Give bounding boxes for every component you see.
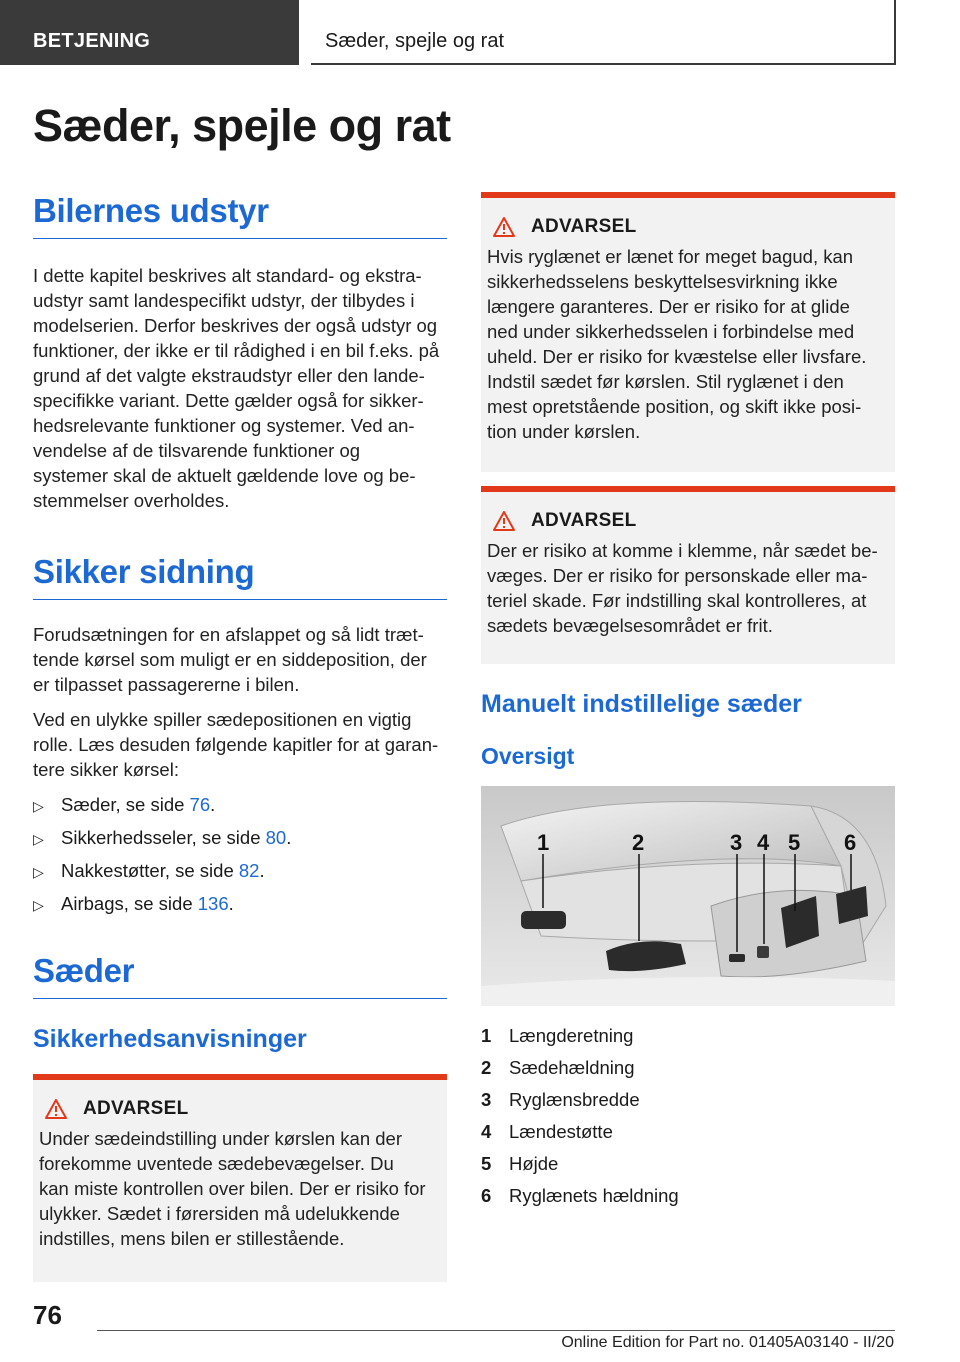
legend-row: 2 Sædehældning [481,1057,635,1078]
chapter-link-list [33,792,447,916]
warning-box [481,192,895,472]
section-tab [0,0,299,65]
heading-saeder: Sæder [33,952,447,999]
page-link[interactable]: 136 [197,893,229,914]
section-label: BETJENING [33,30,151,52]
callout-number: 5 [788,830,801,855]
right-column [481,192,895,1212]
figure-legend [481,1020,895,1212]
list-item: ▷ Sikkerhedsseler, se side 80. [33,825,447,850]
warning-triangle-icon [493,217,515,237]
triangle-bullet-icon: ▷ [33,864,44,880]
warning-box [33,1074,447,1282]
triangle-bullet-icon: ▷ [33,831,44,847]
paragraph-udstyr: I dette kapitel beskrives alt standard- og ekstra- udstyr samt landespecifikt udstyr, der tilbydes i modelserien. Derfor beskrives der også udstyr og funktioner, der ikke er til rådighed i en bil f.eks. på grund af det valgte ekstraudstyr eller den lande- specifikke variant. Dette gælder også for sikker- hedsrelevante funktioner og systemer. Ved an- vendelse af de tilsvarende funktioner og systemer skal de aktuelt gældende love og be- stemmelser overholdes. [33,265,440,511]
callout-number: 2 [632,830,645,855]
heading-oversigt: Oversigt [481,743,575,769]
triangle-bullet-icon: ▷ [33,897,44,913]
footer-edition: Online Edition for Part no. 01405A03140 - II/20 [561,1334,894,1351]
legend-row: 1 Længderetning [481,1025,634,1046]
warning-header [493,510,889,532]
legend-row: 5 Højde [481,1153,559,1174]
page-number: 76 [33,1300,62,1330]
warning-header [45,1098,441,1120]
callout-number: 4 [757,830,770,855]
footer-divider [97,1330,895,1331]
page-link[interactable]: 82 [238,860,260,881]
callout-number: 1 [537,830,550,855]
page-link[interactable]: 76 [189,794,211,815]
left-column [33,192,447,1282]
chapter-label: Sæder, spejle og rat [325,30,504,52]
legend-row: 3 Ryglænsbredde [481,1089,640,1110]
legend-row: 4 Lændestøtte [481,1121,613,1142]
seat-illustration [481,786,895,1006]
list-item: ▷ Airbags, se side 136. [33,891,447,916]
warning-box [481,486,895,664]
heading-manuelt-indstillelige-saeder: Manuelt indstillelige sæder [481,690,802,718]
callout-number: 3 [730,830,743,855]
heading-sikker-sidning: Sikker sidning [33,553,447,600]
page-title: Sæder, spejle og rat [33,100,451,151]
warning-text: Der er risiko at komme i klemme, når sædet be- væges. Der er risiko for personskade eller ma- teriel skade. Før indstilling skal kontrolleres, at sædets bevægelsesområdet er frit. [487,540,878,636]
warning-title: ADVARSEL [531,510,637,531]
paragraph-sidning-1: Forudsætningen for en afslappet og så lidt træt- tende kørsel som muligt er en siddeposition, der er tilpasset passagererne i bilen. [33,624,427,695]
heading-sikkerhedsanvisninger: Sikkerhedsanvisninger [33,1025,307,1053]
legend-row: 6 Ryglænets hældning [481,1185,679,1206]
triangle-bullet-icon: ▷ [33,798,44,814]
list-item: ▷ Sæder, se side 76. [33,792,447,817]
warning-text: Under sædeindstilling under kørslen kan der forekomme uventede sædebevægelser. Du kan miste kontrollen over bilen. Der er risiko for ulykker. Sædet i førersiden må udelukkende indstilles, mens bilen er stillestående. [39,1128,426,1249]
seat-controls-figure [481,786,895,1006]
warning-title: ADVARSEL [531,216,637,237]
list-item: ▷ Nakkestøtter, se side 82. [33,858,447,883]
warning-text: Hvis ryglænet er lænet for meget bagud, kan sikkerhedsselens beskyttelsesvirkning ikke længere garanteres. Der er risiko for at glide ned under sikkerhedsselen i forbindelse med uheld. Der er risiko for kvæstelse eller livsfare. Indstil sædet før kørslen. Stil ryglænet i den mest opretstående position, og skift ikke posi- tion under kørslen. [487,246,867,442]
chapter-tab [311,0,896,65]
callout-number: 6 [844,830,857,855]
paragraph-sidning-2: Ved en ulykke spiller sædepositionen en vigtig rolle. Læs desuden følgende kapitler for at garan- tere sikker kørsel: [33,709,439,780]
warning-title: ADVARSEL [83,1098,189,1119]
warning-header [493,216,889,238]
heading-bilernes-udstyr: Bilernes udstyr [33,192,447,239]
warning-triangle-icon [45,1099,67,1119]
warning-triangle-icon [493,511,515,531]
page-link[interactable]: 80 [265,827,287,848]
